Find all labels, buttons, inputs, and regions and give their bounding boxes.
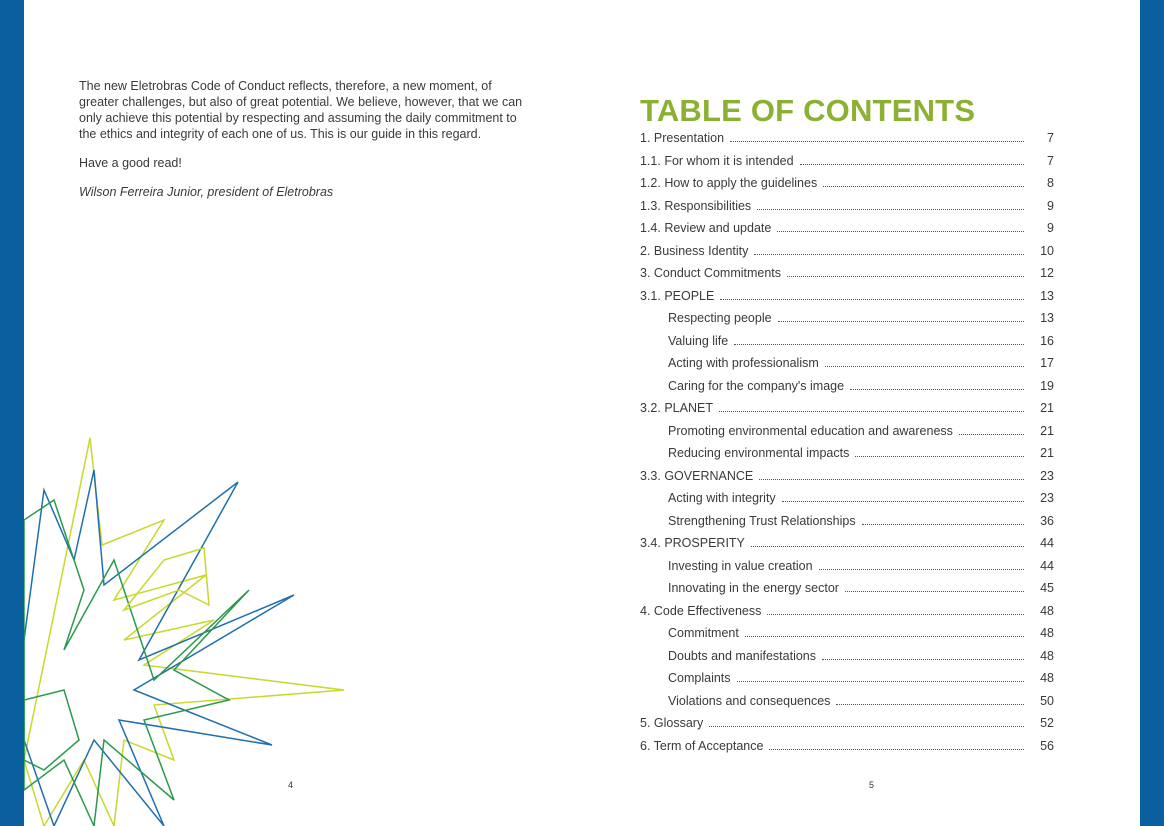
star-decoration-icon: [24, 0, 582, 826]
toc-subitem[interactable]: [640, 375, 1054, 398]
dot-leader: [737, 681, 1024, 682]
toc-label: Violations and consequences: [668, 693, 831, 708]
toc-label: 2. Business Identity: [640, 243, 749, 258]
dot-leader: [819, 569, 1024, 570]
toc-item[interactable]: [640, 262, 1054, 285]
toc-page-number: 21: [1040, 401, 1054, 415]
toc-item[interactable]: [640, 465, 1054, 488]
dot-leader: [787, 276, 1024, 277]
toc-page-number: 8: [1047, 176, 1054, 190]
toc-label: Caring for the company's image: [668, 378, 845, 393]
toc-subitem[interactable]: [640, 555, 1054, 578]
toc-item[interactable]: [640, 712, 1054, 735]
toc-page-number: 16: [1040, 333, 1054, 348]
toc-page-number: 48: [1040, 671, 1054, 685]
toc-subitem[interactable]: [640, 645, 1054, 668]
toc-subitem[interactable]: [640, 307, 1054, 330]
toc-subitem[interactable]: [640, 330, 1054, 353]
toc-page-number: 52: [1040, 716, 1054, 730]
toc-item[interactable]: [640, 600, 1054, 623]
toc-label: Complaints: [668, 671, 731, 685]
toc-label: 3.3. GOVERNANCE: [640, 468, 754, 483]
toc-label: 3.1. PEOPLE: [640, 288, 715, 303]
dot-leader: [825, 366, 1024, 367]
toc-page-number: 7: [1047, 131, 1054, 145]
toc-label: Reducing environmental impacts: [668, 446, 850, 460]
dot-leader: [850, 389, 1024, 390]
toc-item[interactable]: [640, 240, 1054, 263]
toc-label: Doubts and manifestations: [668, 648, 817, 663]
toc-label: Innovating in the energy sector: [668, 581, 839, 595]
toc-page-number: 9: [1047, 198, 1054, 213]
star-outline-yellow: [24, 438, 344, 826]
dot-leader: [782, 501, 1024, 502]
toc-page-number: 23: [1040, 491, 1054, 505]
dot-leader: [769, 749, 1024, 750]
dot-leader: [751, 546, 1024, 547]
toc-title: TABLE OF CONTENTS: [640, 92, 976, 128]
toc-page-number: 12: [1040, 266, 1054, 280]
toc-label: 3.2. PLANET: [640, 401, 713, 415]
table-of-contents: [640, 127, 1054, 757]
toc-label: 1.4. Review and update: [640, 221, 772, 235]
star-outline-green: [24, 500, 249, 826]
dot-leader: [778, 321, 1024, 322]
toc-page-number: 13: [1040, 311, 1054, 325]
toc-label: 3.4. PROSPERITY: [640, 536, 745, 550]
toc-page-number: 48: [1040, 626, 1054, 640]
toc-page-number: 48: [1040, 603, 1054, 618]
toc-page-number: 50: [1040, 693, 1054, 708]
left-page: [24, 0, 582, 826]
dot-leader: [734, 344, 1024, 345]
toc-page-number: 17: [1040, 356, 1054, 370]
toc-item[interactable]: [640, 532, 1054, 555]
toc-label: Valuing life: [668, 333, 729, 348]
toc-label: 1.3. Responsibilities: [640, 198, 752, 213]
toc-label: Strengthening Trust Relationships: [668, 513, 856, 528]
dot-leader: [777, 231, 1024, 232]
dot-leader: [754, 254, 1024, 255]
dot-leader: [719, 411, 1024, 412]
toc-page-number: 9: [1047, 221, 1054, 235]
toc-label: Promoting environmental education and awareness: [668, 423, 953, 438]
dot-leader: [709, 726, 1024, 727]
toc-label: Respecting people: [668, 311, 772, 325]
toc-item[interactable]: [640, 127, 1054, 150]
toc-page-number: 48: [1040, 648, 1054, 663]
toc-subitem[interactable]: [640, 667, 1054, 690]
toc-label: 1.2. How to apply the guidelines: [640, 176, 818, 190]
toc-label: 5. Glossary: [640, 716, 704, 730]
toc-item[interactable]: [640, 172, 1054, 195]
toc-page-number: 23: [1040, 468, 1054, 483]
toc-item[interactable]: [640, 150, 1054, 173]
toc-subitem[interactable]: [640, 577, 1054, 600]
toc-subitem[interactable]: [640, 352, 1054, 375]
toc-page-number: 19: [1040, 378, 1054, 393]
toc-page-number: 21: [1040, 423, 1054, 438]
closing-line: Have a good read!: [79, 156, 182, 170]
toc-item[interactable]: [640, 217, 1054, 240]
dot-leader: [757, 209, 1024, 210]
toc-label: 4. Code Effectiveness: [640, 603, 762, 618]
toc-item[interactable]: [640, 735, 1054, 758]
dot-leader: [862, 524, 1024, 525]
toc-label: 1.1. For whom it is intended: [640, 153, 794, 168]
signature: Wilson Ferreira Junior, president of Eletrobras: [79, 185, 334, 199]
dot-leader: [745, 636, 1024, 637]
dot-leader: [836, 704, 1024, 705]
toc-page-number: 10: [1040, 243, 1054, 258]
intro-paragraph: The new Eletrobras Code of Conduct reflects, therefore, a new moment, of greater challenges, but also of great potential. We believe, however, that we can only achieve this potential by respecting and assuming the daily commitment to the ethics and integrity of each one of us. This is our guide in this regard.: [79, 79, 523, 141]
star-outline-green-2: [24, 690, 79, 770]
dot-leader: [855, 456, 1024, 457]
toc-page-number: 44: [1040, 558, 1054, 573]
toc-label: Commitment: [668, 626, 739, 640]
dot-leader: [759, 479, 1024, 480]
toc-item[interactable]: [640, 195, 1054, 218]
toc-page-number: 56: [1040, 738, 1054, 753]
dot-leader: [823, 186, 1024, 187]
toc-subitem[interactable]: [640, 690, 1054, 713]
toc-page-number: 13: [1040, 288, 1054, 303]
dot-leader: [822, 659, 1024, 660]
dot-leader: [800, 164, 1024, 165]
toc-subitem[interactable]: [640, 420, 1054, 443]
right-page: [582, 0, 1140, 826]
toc-label: Acting with professionalism: [668, 356, 819, 370]
toc-page-number: 21: [1040, 446, 1054, 460]
dot-leader: [959, 434, 1024, 435]
toc-label: 1. Presentation: [640, 131, 725, 145]
toc-subitem[interactable]: [640, 622, 1054, 645]
toc-subitem[interactable]: [640, 487, 1054, 510]
toc-item[interactable]: [640, 397, 1054, 420]
page-number-right: 5: [869, 780, 875, 790]
toc-page-number: 36: [1040, 513, 1054, 528]
page-number-left: 4: [288, 780, 294, 790]
toc-label: Investing in value creation: [668, 558, 813, 573]
toc-subitem[interactable]: [640, 442, 1054, 465]
toc-label: 6. Term of Acceptance: [640, 738, 764, 753]
toc-page-number: 45: [1040, 581, 1054, 595]
toc-page-number: 44: [1040, 536, 1054, 550]
dot-leader: [845, 591, 1024, 592]
toc-label: Acting with integrity: [668, 491, 776, 505]
toc-subitem[interactable]: [640, 510, 1054, 533]
dot-leader: [730, 141, 1024, 142]
toc-label: 3. Conduct Commitments: [640, 266, 782, 280]
toc-page-number: 7: [1047, 153, 1054, 168]
dot-leader: [720, 299, 1024, 300]
dot-leader: [767, 614, 1024, 615]
toc-item[interactable]: [640, 285, 1054, 308]
